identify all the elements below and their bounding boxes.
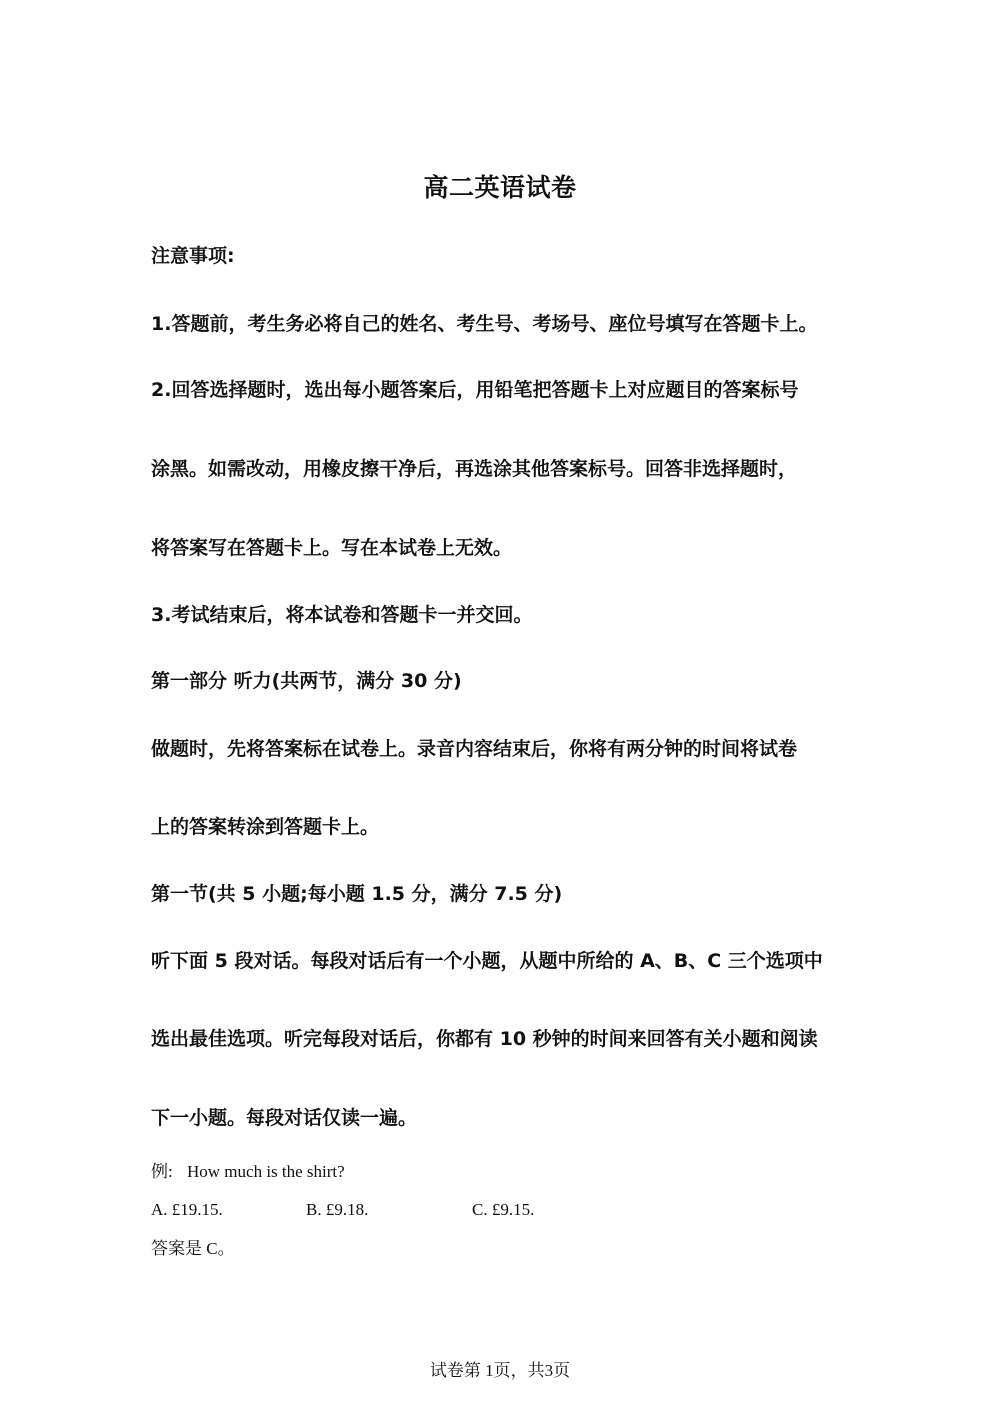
example-option-c: C. £9.15.: [472, 1200, 535, 1219]
notice-item-2-line-3: 将答案写在答题卡上。写在本试卷上无效。: [151, 537, 513, 559]
section1-intro-line-2: 选出最佳选项。听完每段对话后，你都有 10 秒钟的时间来回答有关小题和阅读: [151, 1028, 818, 1050]
part1-heading: 第一部分 听力(共两节，满分 30 分): [151, 670, 462, 692]
section1-intro-line-3: 下一小题。每段对话仅读一遍。: [151, 1107, 418, 1129]
notice-item-2-line-1: 2.回答选择题时，选出每小题答案后，用铅笔把答题卡上对应题目的答案标号: [151, 379, 799, 401]
notice-heading: 注意事项:: [151, 245, 235, 267]
example-option-a: A. £19.15.: [151, 1200, 223, 1219]
page-title: 高二英语试卷: [423, 173, 577, 202]
example-answer: 答案是 C。: [151, 1239, 235, 1258]
example-option-b: B. £9.18.: [306, 1200, 369, 1219]
section1-intro-line-1: 听下面 5 段对话。每段对话后有一个小题，从题中所给的 A、B、C 三个选项中: [151, 950, 823, 972]
page-footer: 试卷第 1页，共3页: [429, 1361, 571, 1380]
example-label: 例:: [151, 1162, 173, 1181]
notice-item-3: 3.考试结束后，将本试卷和答题卡一并交回。: [151, 604, 533, 626]
section1-heading: 第一节(共 5 小题;每小题 1.5 分，满分 7.5 分): [151, 883, 563, 905]
part1-intro-line-1: 做题时，先将答案标在试卷上。录音内容结束后，你将有两分钟的时间将试卷: [151, 738, 798, 760]
notice-item-1: 1.答题前，考生务必将自己的姓名、考生号、考场号、座位号填写在答题卡上。: [151, 313, 818, 335]
example-question: How much is the shirt?: [187, 1162, 345, 1181]
part1-intro-line-2: 上的答案转涂到答题卡上。: [151, 816, 380, 838]
notice-item-2-line-2: 涂黑。如需改动，用橡皮擦干净后，再选涂其他答案标号。回答非选择题时，: [151, 458, 798, 480]
